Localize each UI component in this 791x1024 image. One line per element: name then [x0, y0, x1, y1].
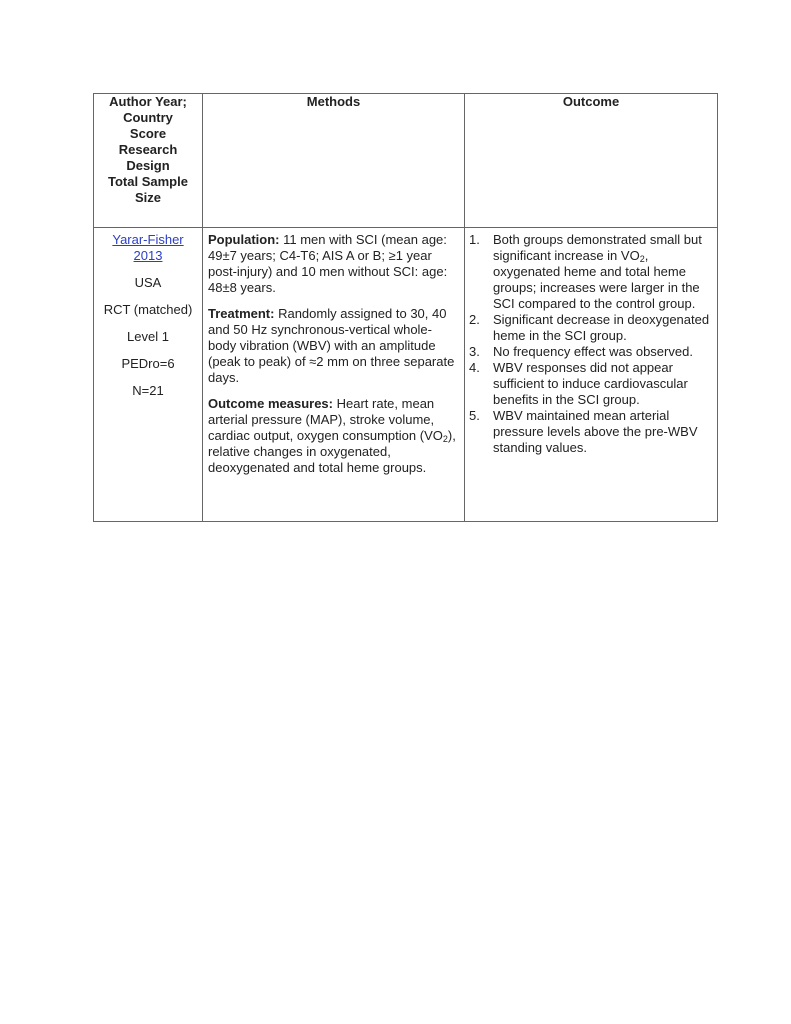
- header-line: Design: [126, 158, 170, 173]
- header-line: Author Year;: [109, 94, 187, 109]
- study-country: USA: [134, 275, 162, 290]
- header-study-details: [94, 94, 203, 228]
- list-text: WBV responses did not appear sufficient to induce cardiovascular benefits in the SCI group.: [493, 360, 688, 407]
- list-number: 2.: [469, 312, 480, 327]
- header-row: [94, 94, 718, 228]
- population-label: Population:: [208, 232, 280, 247]
- study-cell: [94, 228, 203, 522]
- outcome-list: [469, 232, 711, 456]
- header-line: Size: [134, 190, 161, 205]
- header-line: Total Sample: [108, 174, 188, 189]
- study-level: Level 1: [127, 329, 169, 344]
- list-number: 3.: [469, 344, 480, 359]
- header-methods: Methods: [203, 94, 465, 228]
- study-design: RCT (matched): [103, 302, 193, 317]
- author-link-text[interactable]: Yarar-Fisher: [112, 232, 184, 247]
- list-text-b: , oxygenated heme and total heme groups; increases were larger in the SCI compared to the control group.: [493, 248, 700, 311]
- methods-population: [208, 232, 460, 296]
- subscript: 2: [639, 254, 645, 264]
- table-row: [94, 228, 718, 522]
- header-outcome: Outcome: [465, 94, 718, 228]
- study-sample-size: N=21: [132, 383, 164, 398]
- study-score: PEDro=6: [121, 356, 175, 371]
- table-header: [94, 94, 718, 228]
- list-number: 1.: [469, 232, 480, 247]
- list-text: Significant decrease in deoxygenated heme in the SCI group.: [493, 312, 710, 343]
- subscript: 2: [442, 434, 448, 444]
- list-text: [493, 232, 711, 312]
- list-text: WBV maintained mean arterial pressure levels above the pre-WBV standing values.: [493, 408, 698, 455]
- list-number: 4.: [469, 360, 480, 375]
- outcome-measures-text: Heart rate, mean arterial pressure (MAP), stroke volume, cardiac output, oxygen consumption (VO: [208, 396, 443, 443]
- list-text: No frequency effect was observed.: [493, 344, 693, 359]
- list-item: [469, 312, 711, 344]
- population-text: 11 men with SCI (mean age: 49±7 years; C4-T6; AIS A or B; ≥1 year post-injury) and 10 men without SCI: age: 48±8 years.: [208, 232, 448, 295]
- list-number: 5.: [469, 408, 480, 423]
- methods-treatment: [208, 306, 460, 386]
- treatment-label: Treatment:: [208, 306, 275, 321]
- header-line: Research: [118, 142, 178, 157]
- study-author-link[interactable]: [96, 232, 200, 264]
- list-item: [469, 408, 711, 456]
- outcome-cell: [465, 228, 718, 522]
- outcome-measures-text-cont: ), relative changes in oxygenated, deoxygenated and total heme groups.: [208, 428, 456, 475]
- list-item: [469, 360, 711, 408]
- methods-outcome-measures: [208, 396, 460, 476]
- outcome-measures-label: Outcome measures:: [208, 396, 333, 411]
- evidence-table: [93, 93, 718, 522]
- methods-cell: [203, 228, 465, 522]
- treatment-text: Randomly assigned to 30, 40 and 50 Hz synchronous-vertical whole-body vibration (WBV) with an amplitude (peak to peak) of ≈2 mm on three separate days.: [208, 306, 455, 385]
- header-line: Score: [129, 126, 167, 141]
- list-item: [469, 344, 711, 360]
- list-item: [469, 232, 711, 312]
- author-link-year[interactable]: 2013: [133, 248, 163, 263]
- list-text-a: Both groups demonstrated small but significant increase in VO: [493, 232, 702, 263]
- header-line: Country: [123, 110, 173, 125]
